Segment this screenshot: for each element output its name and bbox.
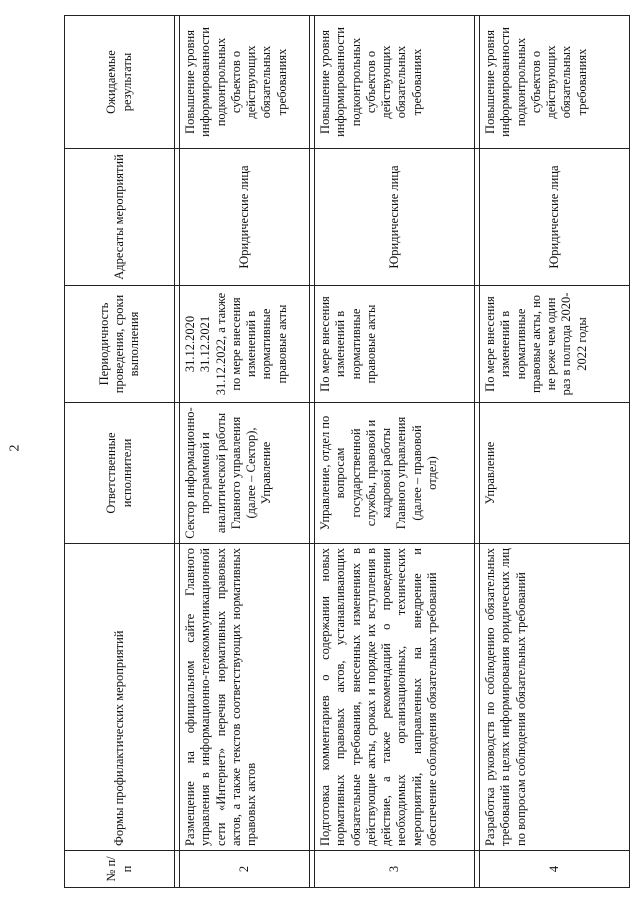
table-header-row (65, 16, 175, 888)
measures-table (64, 15, 630, 888)
row-results: Повышение уровня информированности подконтрольных субъектов о действующих обязательных требованиях (180, 16, 310, 149)
header-addressees: Адресаты мероприятий (65, 149, 175, 286)
header-num: № п/п (65, 851, 175, 888)
document-page (64, 20, 640, 882)
row-period: По мере внесения изменений в нормативные правовые акты, но не реже чем один раз в полгода 2020-2022 годы (480, 286, 630, 403)
row-period: По мере внесения изменений в нормативные правовые акты (315, 286, 475, 403)
row-responsible: Управление, отдел по вопросам государственной службы, правовой и кадровой работы Главного управления (далее – правовой отдел) (315, 403, 475, 544)
row-addressees: Юридические лица (480, 149, 630, 286)
header-responsible: Ответственные исполнители (65, 403, 175, 544)
row-num: 3 (315, 851, 475, 888)
row-addressees: Юридические лица (180, 149, 310, 286)
row-form: Размещение на официальном сайте Главного управления в информационно-телекоммуникационной сети «Интернет» перечня нормативных правовых актов, а также текстов соответствующих нормативных правовых актов (180, 544, 310, 851)
table-row (315, 16, 475, 888)
row-form: Подготовка комментариев о содержании новых нормативных правовых актов, устанавливающих обязательные требования, внесенных изменениях в действующие акты, сроках и порядке их вступления в действие, а также рекомендаций о проведении необходимых организационных, технических мероприятий, направленных на внедрение и обеспечение соблюдения обязательных требований (315, 544, 475, 851)
table-row (480, 16, 630, 888)
row-responsible: Управление (480, 403, 630, 544)
row-results: Повышение уровня информированности подконтрольных субъектов о действующих обязательных требованиях (480, 16, 630, 149)
header-results: Ожидаемые результаты (65, 16, 175, 149)
header-form: Формы профилактических мероприятий (65, 544, 175, 851)
row-num: 4 (480, 851, 630, 888)
row-responsible: Сектор информационно-программной и аналитической работы Главного управления (далее – Сектор), Управление (180, 403, 310, 544)
row-addressees: Юридические лица (315, 149, 475, 286)
table-row (180, 16, 310, 888)
row-results: Повышение уровня информированности подконтрольных субъектов о действующих обязательных требованиях (315, 16, 475, 149)
page-number: 2 (7, 444, 23, 452)
row-num: 2 (180, 851, 310, 888)
row-period: 31.12.2020 31.12.2021 31.12.2022, а также по мере внесения изменений в нормативные правовые акты (180, 286, 310, 403)
row-form: Разработка руководств по соблюдению обязательных требований в целях информирования юридических лиц по вопросам соблюдения обязательных требований (480, 544, 630, 851)
header-period: Периодичность проведения, сроки выполнения (65, 286, 175, 403)
